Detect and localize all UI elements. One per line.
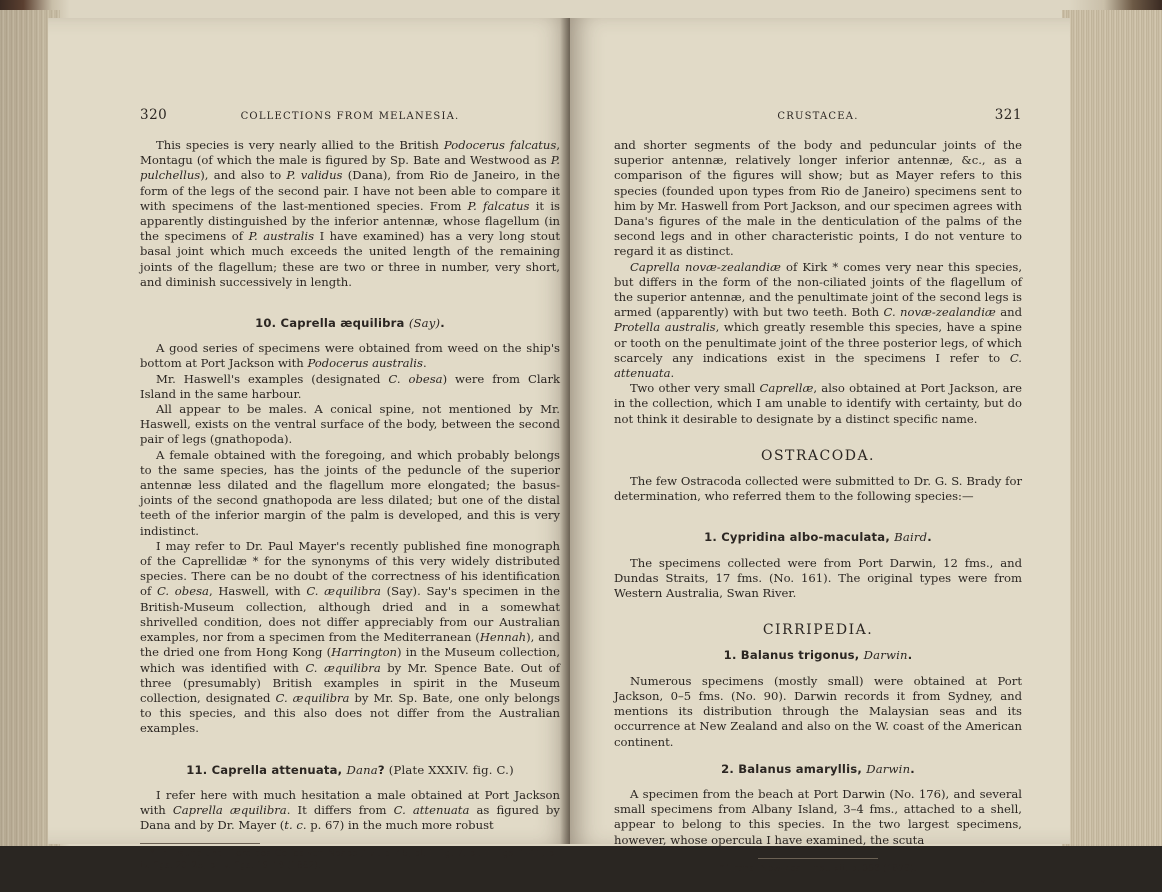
paragraph: A good series of specimens were obtained from weed on the ship's bottom at Port Jackson with Podocerus australis. [140, 341, 560, 371]
paragraph: Mr. Haswell's examples (designated C. obesa) were from Clark Island in the same harbour. [140, 371, 561, 401]
signature-mark: Y [980, 878, 986, 889]
right-text-column [614, 108, 1022, 892]
footnote: * Trans. New-Zeal. Inst. xii. p. 393 (1879). [719, 862, 917, 874]
section-heading-11: 11. Caprella attenuata, Dana? (Plate XXXIV. fig. C.) [186, 762, 514, 777]
footnote: * In 'Fauna und Flora des Golfes von Neapel,' vi. p. 45, pl. i. fig. 7, pl. ii. figs. 1–11, pl. iv. figs. 20–25, pl. v. figs. 16–18 (1882). [140, 848, 560, 872]
right-page [570, 18, 1070, 889]
group-heading-cirripedia: CIRRIPEDIA. [762, 622, 874, 639]
paragraph: A specimen from the beach at Port Darwin (No. 176), and several small specimens from Albany Island, 3–4 fms., attached to a shell, appear to belong to this species. In the two largest specimens, however, whose opercula I have examined, the scuta [614, 786, 1022, 847]
paragraph: A female obtained with the foregoing, and which probably belongs to the same species, has the joints of the peduncle of the superior antennæ less dilated and the flagellum more elongated; the basus-joints of the second gnathopoda are less dilated; but one of the distal teeth of the inferior margin of the palm is developed, and this is very indistinct. [140, 447, 560, 538]
running-head-title: COLLECTIONS FROM MELANESIA. [240, 111, 460, 122]
paragraph: Numerous specimens (mostly small) were obtained at Port Jackson, 0–5 fms. (No. 90). Darwin records it from Sydney, and mentions its distribution through the Malaysian seas and its occurrence at New Zealand and also on the W. coast of the American continent. [614, 673, 1022, 749]
paragraph: I may refer to Dr. Paul Mayer's recently published fine monograph of the Caprellidæ * for the synonyms of this very widely distributed species. There can be no doubt of the correctness of his identification of C. obesa, Haswell, with C. æquilibra (Say). Say's specimen in the British-Museum collection, although dried and in a somewhat shrivelled condition, does not differ appreciably from our Australian examples, nor from a specimen from the Mediterranean (Hennah), and the dried one from Hong Kong (Harrington) in the Museum collection, which was identified with C. æquilibra by Mr. Spence Bate. Out of three (presumably) British examples in spirit in the Museum collection, designated C. æquilibra by Mr. Sp. Bate, one only belongs to this species, and this also does not differ from the Australian examples. [140, 538, 561, 736]
paragraph: I refer here with much hesitation a male obtained at Port Jackson with Caprella æquilibra. It differs from C. attenuata as figured by Dana and by Dr. Mayer (t. c. p. 67) in the much more robust [140, 787, 560, 833]
paragraph-continued: and shorter segments of the body and peduncular joints of the superior antennæ, relatively longer inferior antennæ, &c., as a comparison of the figures will show; but as Mayer refers to this species (founded upon types from Rio de Janeiro) specimens sent to him by Mr. Haswell from Port Jackson, and our specimen agrees with Dana's figures of the male in the denticulation of the palms of the second legs and in other characteristic points, I do not venture to regard it as distinct. [614, 138, 1023, 259]
page-edges-right [1062, 10, 1162, 846]
section-heading-balanus-trigonus: 1. Balanus trigonus, Darwin. [723, 648, 913, 663]
section-heading-balanus-amaryllis: 2. Balanus amaryllis, Darwin. [721, 761, 915, 776]
footnote-rule [758, 858, 878, 859]
left-page [48, 18, 570, 872]
footnote-rule [140, 843, 260, 844]
section-heading-cypridina: 1. Cypridina albo-maculata, Baird. [704, 530, 932, 545]
paragraph: The specimens collected were from Port Darwin, 12 fms., and Dundas Straits, 17 fms. (No. 161). The original types were from Western Australia, Swan River. [614, 555, 1022, 601]
paragraph: The few Ostracoda collected were submitted to Dr. G. S. Brady for determination, who referred them to the following species:— [614, 474, 1022, 504]
section-heading-10: 10. Caprella æquilibra (Say). [255, 316, 445, 331]
paragraph: Two other very small Caprellæ, also obtained at Port Jackson, are in the collection, which I am unable to identify with certainty, but do not think it desirable to designate by a distinct specific name. [614, 381, 1023, 426]
paragraph-intro: This species is very nearly allied to the British Podocerus falcatus, Montagu (of which the male is figured by Sp. Bate and Westwood as P. pulchellus), and also to P. validus (Dana), from Rio de Janeiro, in the form of the legs of the second pair. I have not been able to compare it with specimens of the last-mentioned species. From P. falcatus it is apparently distinguished by the inferior antennæ, whose flagellum (in the specimens of P. australis I have examined) has a very long stout basal joint which much exceeds the united length of the remaining joints of the flagellum; these are two or three in number, very short, and diminish successively in length. [140, 138, 561, 289]
running-head-title: CRUSTACEA. [777, 111, 859, 122]
paragraph: Caprella novæ-zealandiæ of Kirk * comes very near this species, but differs in the form of the non-ciliated joints of the flagellum of the superior antennæ, and the penultimate joint of the second legs is armed (apparently) with but two teeth. Both C. novæ-zealandiæ and Protella australis, which greatly resemble this species, have a spine or tooth on the penultimate joint of the three posterior legs, of which scarcely any indications exist in the specimens I refer to C. attenuata. [614, 259, 1022, 381]
page-number: 321 [994, 107, 1022, 123]
left-running-head [140, 108, 560, 138]
page-number: 320 [140, 107, 168, 123]
paragraph: All appear to be males. A conical spine, not mentioned by Mr. Haswell, exists on the ventral surface of the body, between the second pair of legs (gnathopoda). [140, 402, 560, 447]
right-running-head [614, 108, 1022, 138]
group-heading-ostracoda: OSTRACODA. [760, 447, 876, 464]
left-text-column [140, 108, 560, 872]
